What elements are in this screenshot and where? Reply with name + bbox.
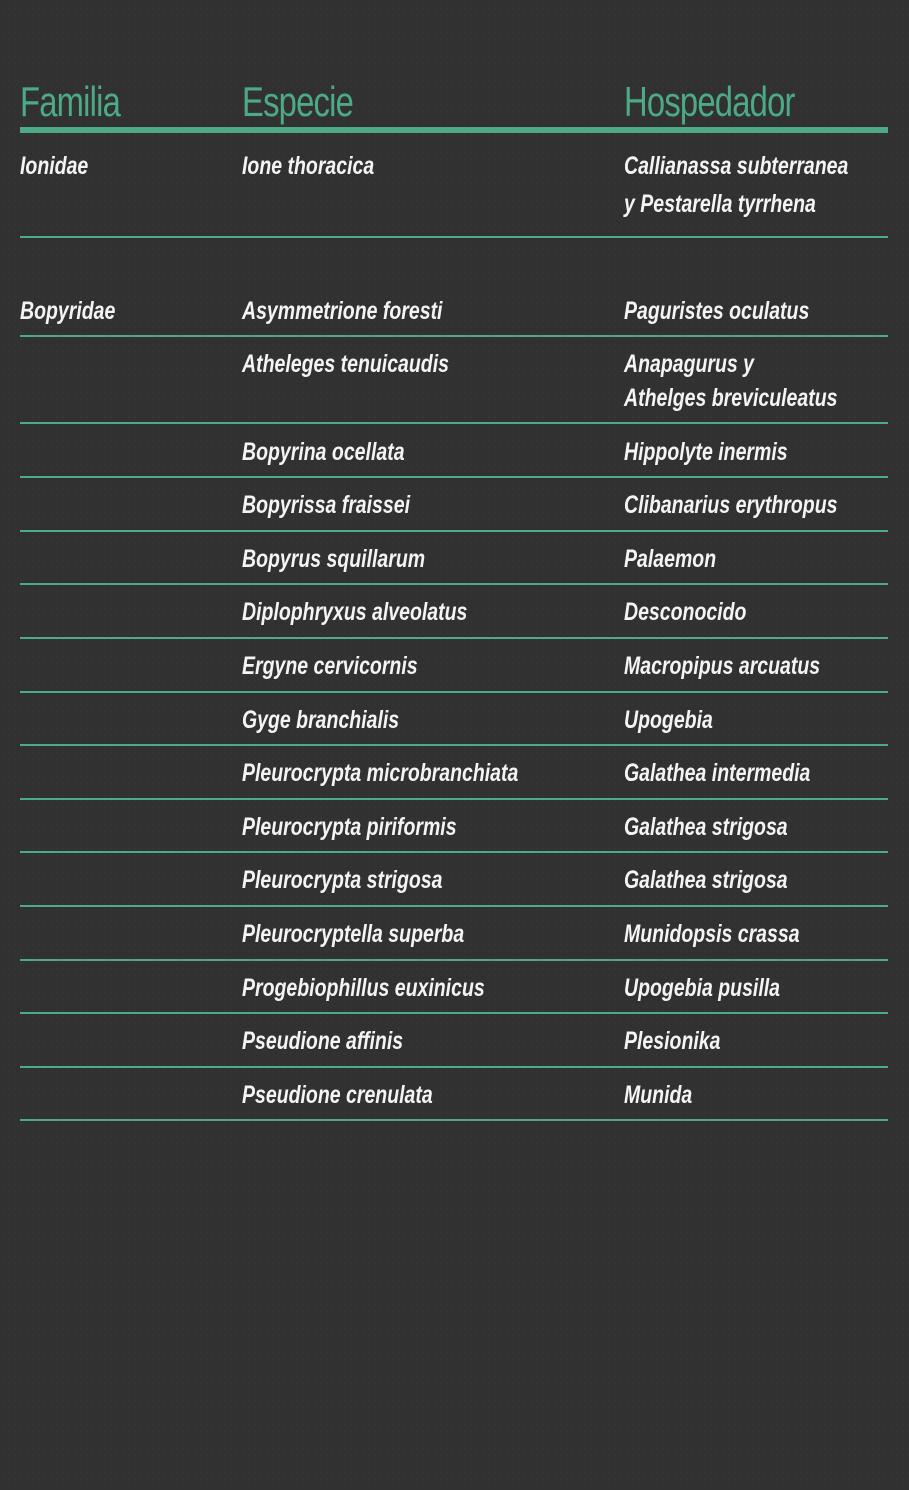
cell-especie: Ione thoracica [242,152,375,180]
header-especie: Especie [242,78,354,125]
cell-hospedador: Upogebia [624,706,713,734]
cell-especie: Atheleges tenuicaudis [242,350,449,378]
cell-hospedador: Macropipus arcuatus [624,652,821,680]
cell-especie: Pleurocrypta piriformis [242,813,457,841]
cell-hospedador-line2: y Pestarella tyrrhena [624,190,816,218]
cell-especie: Gyge branchialis [242,706,400,734]
table-row [20,1068,888,1121]
cell-hospedador: Anapagurus y [624,350,755,378]
table-row [20,800,888,853]
cell-especie: Diplophryxus alveolatus [242,598,468,626]
table-row [20,478,888,532]
table-row [20,853,888,907]
header-familia: Familia [20,78,121,125]
cell-hospedador: Callianassa subterranea [624,152,849,180]
cell-hospedador: Galathea strigosa [624,813,788,841]
cell-especie: Pleurocrypta strigosa [242,866,443,894]
cell-hospedador: Munida [624,1081,693,1109]
cell-especie: Pleurocryptella superba [242,920,465,948]
table-row [20,639,888,693]
cell-hospedador: Plesionika [624,1027,721,1055]
table-row [20,424,888,478]
table-row [20,746,888,800]
cell-hospedador: Clibanarius erythropus [624,491,838,519]
row-divider [20,236,888,238]
cell-hospedador: Galathea strigosa [624,866,788,894]
cell-hospedador-line2: Athelges breviculeatus [624,384,838,412]
cell-hospedador: Munidopsis crassa [624,920,800,948]
cell-especie: Pleurocrypta microbranchiata [242,759,519,787]
cell-especie: Ergyne cervicornis [242,652,418,680]
row-divider [20,1119,888,1121]
cell-hospedador: Desconocido [624,598,747,626]
cell-especie: Progebiophillus euxinicus [242,974,485,1002]
table-row [20,292,888,337]
header-divider [20,127,888,133]
cell-especie: Bopyrus squillarum [242,545,426,573]
cell-especie: Pseudione affinis [242,1027,404,1055]
cell-especie: Asymmetrione foresti [242,297,443,325]
cell-especie: Bopyrina ocellata [242,438,405,466]
table-header [20,78,888,133]
cell-hospedador: Galathea intermedia [624,759,811,787]
cell-hospedador: Palaemon [624,545,717,573]
table-row [20,907,888,961]
cell-hospedador: Hippolyte inermis [624,438,788,466]
cell-hospedador: Paguristes oculatus [624,297,810,325]
table-row [20,146,888,238]
cell-hospedador: Upogebia pusilla [624,974,781,1002]
header-hospedador: Hospedador [624,78,795,125]
cell-familia: Bopyridae [20,297,116,325]
table-row [20,693,888,746]
table-row [20,1014,888,1068]
cell-familia: Ionidae [20,152,89,180]
table-row [20,337,888,424]
cell-especie: Bopyrissa fraissei [242,491,411,519]
table-row [20,585,888,639]
table-row [20,961,888,1014]
cell-especie: Pseudione crenulata [242,1081,433,1109]
table-row [20,532,888,585]
